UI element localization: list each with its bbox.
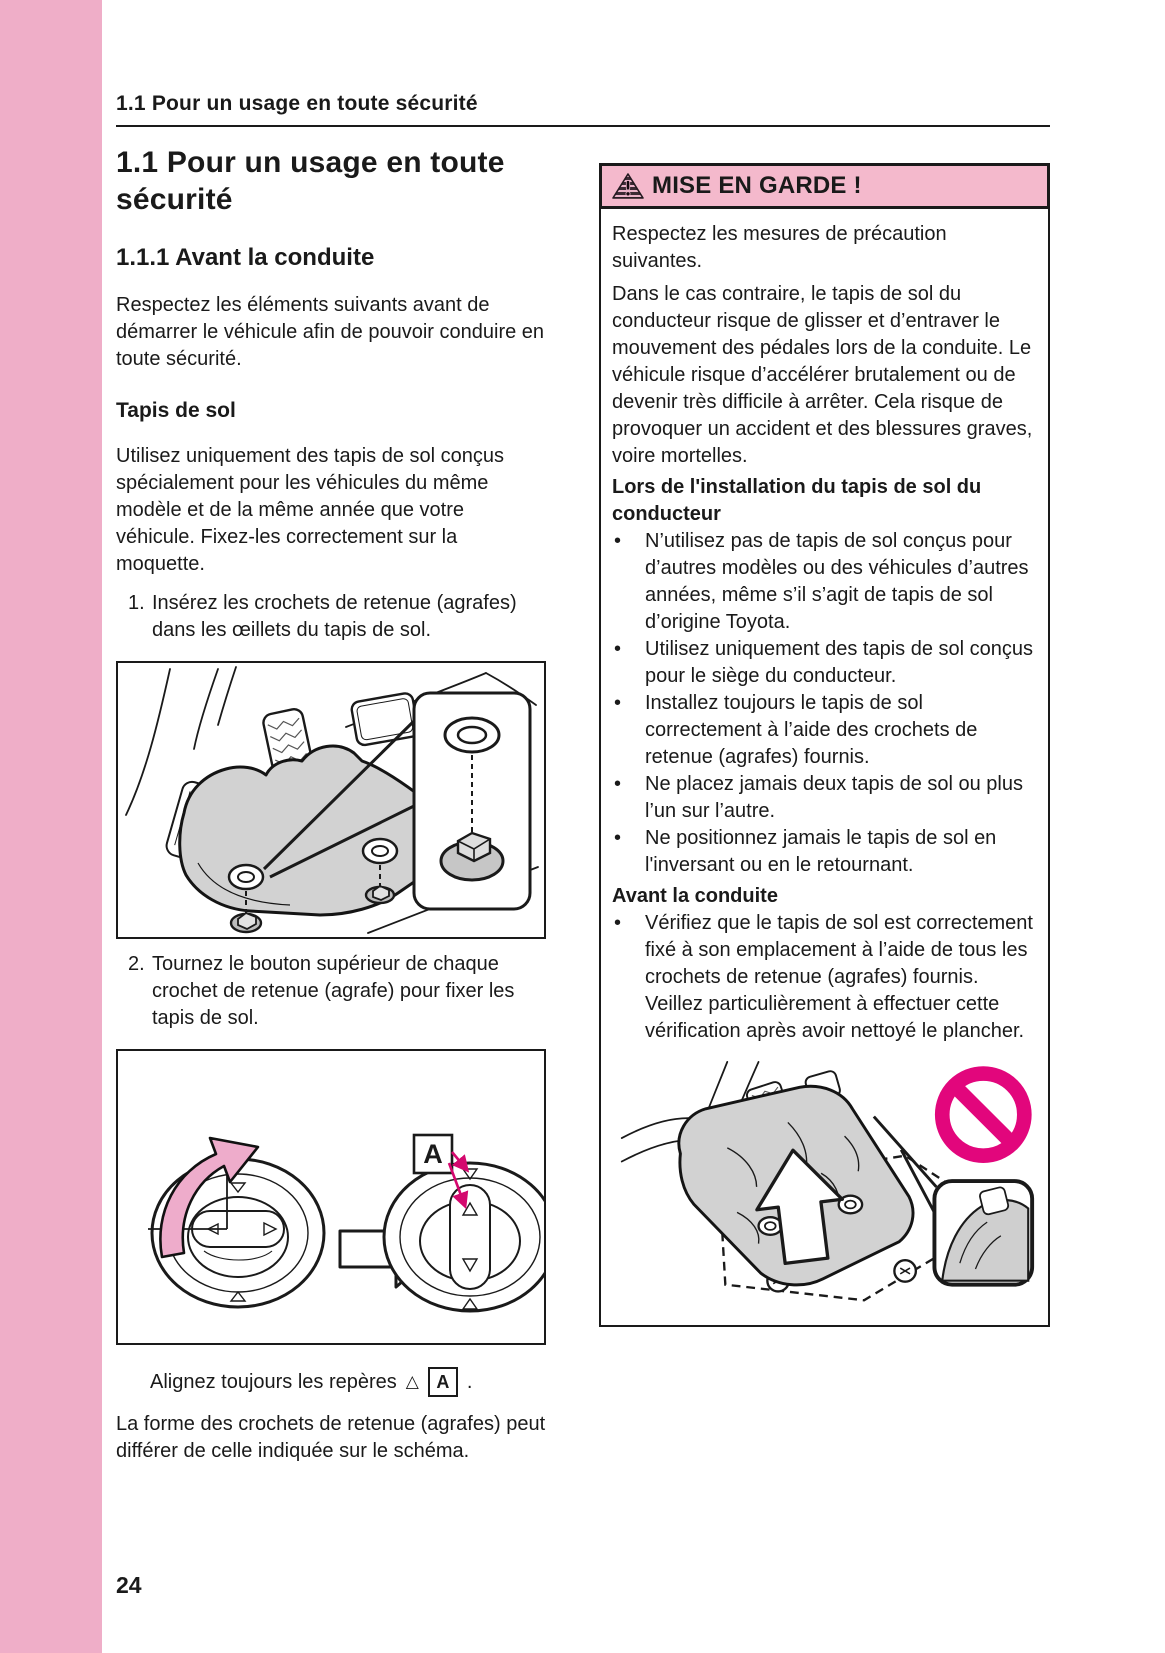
page-edge-band bbox=[0, 0, 102, 1653]
warning-subheading-installation: Lors de l'installation du tapis de sol du conducteur bbox=[612, 476, 982, 525]
intro-paragraph: Respectez les éléments suivants avant de démarrer le véhicule afin de pouvoir conduire en toute sécurité. bbox=[116, 294, 545, 370]
hook-rotation-illustration bbox=[118, 1051, 544, 1343]
warning-paragraph: Dans le cas contraire, le tapis de sol du conducteur risque de glisser et d’entraver le mouvement des pédales lors de la conduite. Le véhicule risque d’accélérer brutalement ou de devenir très difficile à arrêter. Cela risque de provoquer un accident et des blessures graves, voire mortelles. bbox=[612, 283, 1033, 467]
figure-hook-rotation bbox=[116, 1049, 546, 1345]
label-a: A bbox=[423, 1139, 443, 1169]
warning-bullet-list-avant-conduite bbox=[612, 910, 1037, 1045]
figure-mat-no-flip bbox=[612, 1057, 1037, 1311]
label-a-box: A bbox=[428, 1367, 458, 1397]
step-text: Insérez les crochets de retenue (agrafes) dans les œillets du tapis de sol. bbox=[152, 592, 517, 641]
caption-text: Alignez toujours les repères bbox=[150, 1370, 397, 1393]
bullet-marker: • bbox=[614, 773, 622, 795]
figure2-caption bbox=[150, 1367, 546, 1397]
note-paragraph: La forme des crochets de retenue (agrafes) peut différer de celle indiquée sur le schéma. bbox=[116, 1413, 546, 1462]
warning-title: MISE EN GARDE ! bbox=[652, 172, 862, 199]
page-content bbox=[116, 0, 1050, 1465]
page-number: 24 bbox=[116, 1572, 142, 1598]
bullet-item: • Utilisez uniquement des tapis de sol conçus pour le siège du conducteur. bbox=[612, 636, 1037, 690]
subheading-tapis-de-sol: Tapis de sol bbox=[116, 399, 236, 422]
floor-mat-hooks-illustration bbox=[118, 663, 544, 937]
right-column bbox=[599, 144, 1050, 1327]
bullet-marker: • bbox=[614, 912, 622, 934]
triangle-marker: △ bbox=[405, 1371, 419, 1391]
bullet-item: • Ne placez jamais deux tapis de sol ou plus l’un sur l’autre. bbox=[612, 771, 1037, 825]
warning-intro: Respectez les mesures de précaution suivantes. bbox=[612, 223, 947, 272]
two-column-layout bbox=[116, 144, 1050, 1465]
running-header bbox=[116, 0, 1050, 127]
bullet-marker: • bbox=[614, 692, 622, 714]
bullet-marker: • bbox=[614, 638, 622, 660]
header-rule bbox=[116, 125, 1050, 127]
prohibition-icon bbox=[942, 1074, 1024, 1156]
caption-period: . bbox=[466, 1370, 473, 1393]
warning-bullet-list-installation bbox=[612, 528, 1037, 879]
left-column bbox=[116, 144, 546, 1465]
bullet-item: • Vérifiez que le tapis de sol est correctement fixé à son emplacement à l’aide de tous les crochets de retenue (agrafes) fournis. Veillez particulièrement à effectuer cette vérification après avoir nettoyé le plancher. bbox=[612, 910, 1037, 1045]
bullet-marker: • bbox=[614, 827, 622, 849]
page-title: 1.1 Pour un usage en toute sécurité bbox=[116, 146, 505, 216]
step-item-2 bbox=[128, 951, 546, 1032]
figure-floor-mat-installation bbox=[116, 661, 546, 939]
floor-mat-paragraph: Utilisez uniquement des tapis de sol conçus spécialement pour les véhicules du même modèle et de la même année que votre véhicule. Fixez-les correctement sur la moquette. bbox=[116, 445, 504, 575]
step-number: 2. bbox=[128, 953, 145, 975]
bullet-marker: • bbox=[614, 530, 622, 552]
bullet-item: • Installez toujours le tapis de sol correctement à l’aide des crochets de retenue (agrafes) fournis. bbox=[612, 690, 1037, 771]
step-number: 1. bbox=[128, 592, 145, 614]
running-header-text: 1.1 Pour un usage en toute sécurité bbox=[116, 92, 478, 115]
warning-body bbox=[599, 209, 1050, 1327]
warning-header bbox=[599, 163, 1050, 209]
bullet-item: • Ne positionnez jamais le tapis de sol en l'inversant ou en le retournant. bbox=[612, 825, 1037, 879]
warning-triangle-icon bbox=[612, 172, 644, 201]
section-heading: 1.1.1 Avant la conduite bbox=[116, 244, 375, 271]
warning-box bbox=[599, 163, 1050, 1327]
mat-no-flip-illustration bbox=[612, 1057, 1038, 1311]
step-text: Tournez le bouton supérieur de chaque crochet de retenue (agrafe) pour fixer les tapis de sol. bbox=[152, 953, 515, 1029]
step-item-1 bbox=[128, 590, 546, 644]
bullet-item: • N’utilisez pas de tapis de sol conçus pour d’autres modèles ou des véhicules d’autres années, même s’il s’agit de tapis de sol d’origine Toyota. bbox=[612, 528, 1037, 636]
warning-subheading-avant-conduite: Avant la conduite bbox=[612, 885, 778, 907]
